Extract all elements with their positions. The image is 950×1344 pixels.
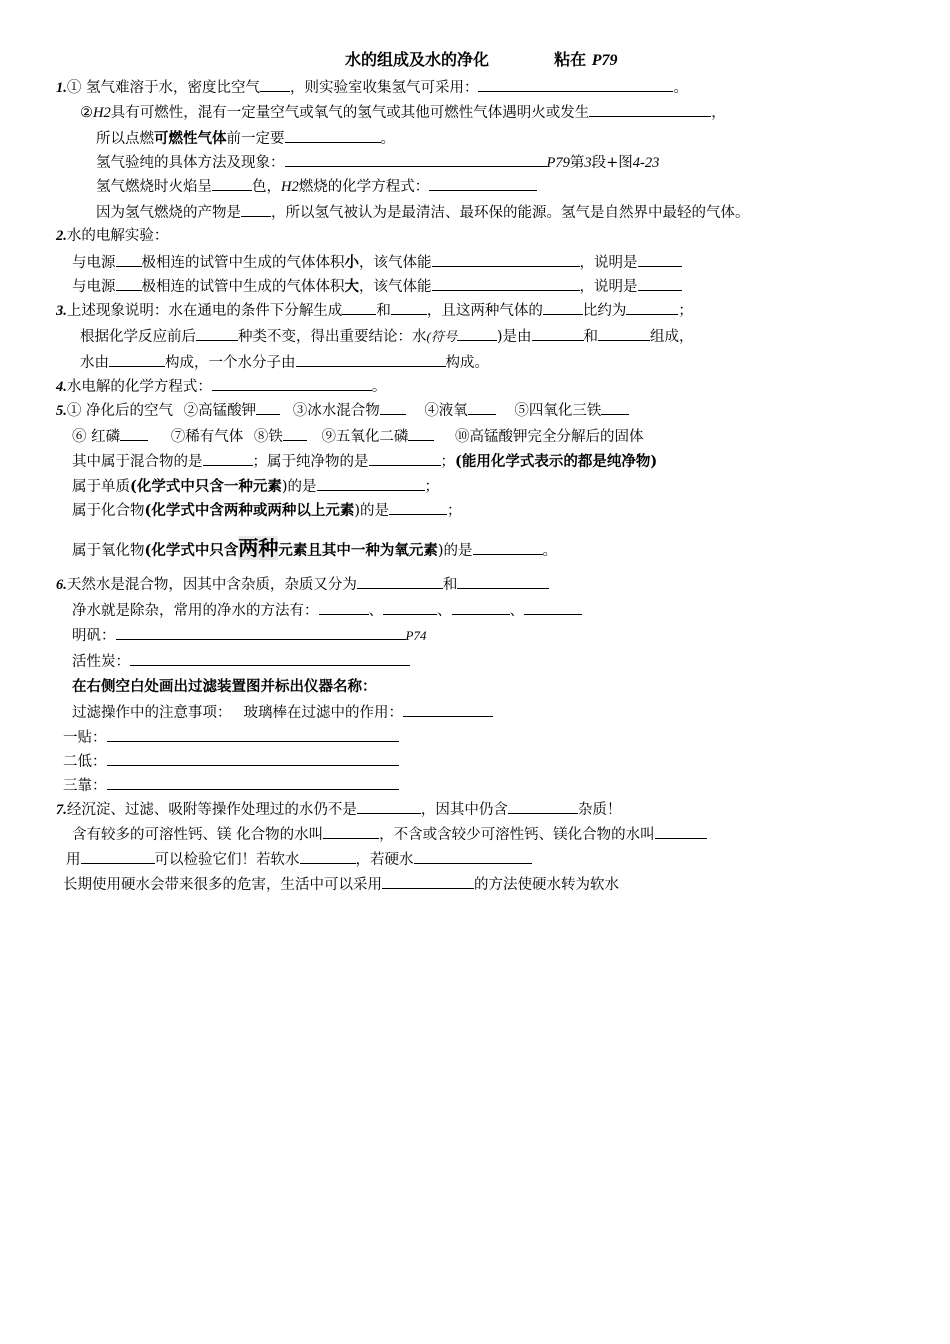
q1-text: 因为氢气燃烧的产物是: [96, 205, 241, 221]
blank[interactable]: [212, 376, 372, 391]
separator: 、: [368, 603, 383, 619]
q5-text: 属于单质: [72, 479, 130, 495]
q5-items-row-1: [56, 400, 629, 421]
q7-line-2: [72, 824, 707, 845]
q5-hint: (化学式中只含: [144, 542, 239, 559]
q3-text: 和: [583, 329, 599, 345]
q7-text: ，不含或含较少可溶性钙、镁化合物的水叫: [379, 827, 655, 843]
q6-text: 和: [442, 577, 458, 593]
q3-line-3: [80, 352, 489, 373]
q7-text: 可以检验它们！若软水: [154, 852, 300, 868]
q6-text: 玻璃棒在过滤中的作用：: [243, 705, 403, 721]
blank[interactable]: [432, 276, 580, 291]
q6-line-1: [56, 574, 549, 595]
q6-text: 三靠：: [63, 778, 107, 794]
blank[interactable]: [357, 574, 443, 589]
blank[interactable]: [391, 300, 427, 315]
q6-line-2: [72, 600, 582, 621]
q7-text: ，若硬水: [355, 852, 414, 868]
q3-number: 3.: [56, 303, 67, 319]
q3-text: 根据化学反应前后: [80, 329, 196, 345]
blank[interactable]: [342, 300, 376, 315]
blank[interactable]: [601, 400, 629, 415]
q6-text: 二低：: [63, 754, 107, 770]
q1-text: ，: [711, 105, 726, 121]
blank[interactable]: [107, 727, 399, 742]
blank[interactable]: [403, 702, 493, 717]
q5-items-row-2: [72, 426, 644, 447]
q2-title: [56, 226, 168, 246]
q2-number: 2.: [56, 228, 67, 244]
q7-line-4: [63, 874, 619, 895]
q1-number: 1.: [56, 80, 67, 96]
blank[interactable]: [478, 77, 673, 92]
q3-text: 构成。: [445, 355, 489, 371]
q6-text: 净水就是除杂，常用的净水的方法有：: [72, 603, 319, 619]
q7-text: 含有较多的可溶性钙、镁 化合物的水叫: [72, 827, 324, 843]
q6-line-6: [72, 702, 493, 723]
q5-text: )的是: [437, 543, 473, 559]
blank[interactable]: [323, 824, 379, 839]
q3-text: 构成，一个水分子由: [165, 355, 296, 371]
blank[interactable]: [598, 326, 650, 341]
blank[interactable]: [508, 799, 578, 814]
q5-number: 5.: [56, 403, 67, 419]
q5-hint: (化学式中含两种或两种以上元素: [144, 502, 355, 519]
blank[interactable]: [256, 400, 280, 415]
blank[interactable]: [429, 176, 537, 191]
q1-text: ②: [80, 105, 93, 121]
blank[interactable]: [116, 252, 142, 267]
q1-line-6: [96, 202, 750, 223]
blank[interactable]: [532, 326, 584, 341]
q6-line-5: [72, 677, 377, 697]
blank[interactable]: [285, 152, 547, 167]
q5-text: 。: [542, 543, 558, 559]
q5-item: ③冰水混合物: [292, 403, 380, 419]
blank[interactable]: [383, 600, 437, 615]
q5-item: ⑩高锰酸钾完全分解后的固体: [455, 429, 644, 445]
q5-oxide-line: [72, 538, 557, 561]
q5-text: ；: [447, 503, 462, 519]
q5-emphasis: 两种: [238, 536, 279, 560]
q6-line-3: [72, 625, 426, 646]
q5-item: ⑦稀有气体: [170, 429, 244, 445]
blank[interactable]: [452, 600, 510, 615]
q1-text: 。: [380, 131, 395, 147]
q6-sankao: [63, 775, 399, 796]
q7-text: 的方法使硬水转为软水: [474, 877, 619, 893]
q7-text: 经沉淀、过滤、吸附等操作处理过的水仍不是: [66, 802, 357, 818]
blank[interactable]: [414, 849, 532, 864]
q5-item: ① 净化后的空气: [66, 403, 173, 419]
q1-text: 燃烧的化学方程式：: [298, 179, 430, 195]
formula-h2: H2: [93, 105, 111, 121]
q1-text: ，所以氢气被认为是最清洁、最环保的能源。氢气是自然界中最轻的气体。: [271, 205, 750, 221]
q5-text: 其中属于混合物的是: [72, 454, 203, 470]
q1-text: 色，: [252, 179, 281, 195]
blank[interactable]: [283, 426, 307, 441]
q5-hint: 元素且其中一种为氧元素: [278, 542, 438, 559]
q4-text: 。: [371, 379, 387, 395]
blank[interactable]: [468, 400, 496, 415]
blank[interactable]: [524, 600, 582, 615]
q2-bold-text: 小: [344, 254, 359, 271]
q2-line-1: [72, 252, 682, 273]
q2-text: ，该气体能: [359, 279, 432, 295]
blank[interactable]: [116, 276, 142, 291]
separator: 、: [437, 603, 452, 619]
q3-text: ，且这两种气体的: [426, 303, 543, 319]
q5-text: ；属于纯净物的是: [252, 454, 369, 470]
q5-text: )的是: [354, 503, 390, 519]
q3-text: ；: [678, 303, 693, 319]
q1-bold-text: 可燃性气体: [154, 130, 227, 147]
q7-text: 用: [66, 852, 81, 868]
q6-text: 天然水是混合物，因其中含杂质，杂质又分为: [66, 577, 357, 593]
blank[interactable]: [357, 799, 421, 814]
q3-text: (符号: [426, 329, 457, 344]
q3-text: 种类不变，得出重要结论：水: [238, 329, 427, 345]
q3-text: 组成，: [650, 329, 694, 345]
q5-text: ；: [440, 454, 455, 470]
formula-h2: H2: [281, 179, 299, 195]
blank[interactable]: [655, 824, 707, 839]
q3-line-1: [56, 300, 693, 321]
title-main: 水的组成及水的净化: [345, 50, 490, 69]
q3-text: 和: [376, 303, 391, 319]
title-page-ref: P79: [591, 52, 618, 69]
blank[interactable]: [457, 326, 497, 341]
q5-text: 属于化合物: [72, 503, 145, 519]
blank[interactable]: [300, 849, 356, 864]
q5-text: ；: [424, 479, 440, 495]
q6-text: 明矾：: [72, 628, 116, 644]
blank[interactable]: [241, 202, 271, 217]
q7-text: 长期使用硬水会带来很多的危害，生活中可以采用: [63, 877, 382, 893]
q5-text: )的是: [281, 479, 317, 495]
q4-text: 水电解的化学方程式：: [66, 379, 212, 395]
q1-text: 第: [569, 155, 585, 171]
q7-line-1: [56, 799, 621, 820]
q1-text: 氢气验纯的具体方法及现象：: [96, 155, 285, 171]
blank[interactable]: [543, 300, 583, 315]
q6-text: 活性炭：: [72, 654, 130, 670]
q1-line-4: [96, 152, 659, 173]
q7-text: 杂质！: [577, 802, 622, 818]
q2-text: 水的电解实验：: [66, 228, 169, 244]
separator: 、: [509, 603, 524, 619]
q6-line-4: [72, 651, 410, 672]
q5-hint: (能用化学式表示的都是纯净物): [455, 453, 658, 470]
q1-text: 3: [584, 155, 592, 171]
q1-text: 。: [673, 80, 688, 96]
q7-line-3: [66, 849, 532, 870]
q2-text: 极相连的试管中生成的气体体积: [141, 255, 345, 271]
q5-item: ②高锰酸钾: [183, 403, 257, 419]
blank[interactable]: [638, 276, 682, 291]
blank[interactable]: [638, 252, 682, 267]
q5-item: ④液氧: [424, 403, 468, 419]
blank[interactable]: [203, 451, 253, 466]
q6-erdi: [63, 751, 399, 772]
blank[interactable]: [81, 849, 155, 864]
q5-item: ⑧铁: [253, 429, 283, 445]
q2-text: 与电源: [72, 255, 116, 271]
page-title: [345, 50, 618, 71]
q1-text: ① 氢气难溶于水，密度比空气: [66, 80, 260, 96]
blank[interactable]: [107, 775, 399, 790]
q1-line-5: [96, 176, 537, 197]
q6-text: 一贴：: [63, 730, 107, 746]
q5-hint: (化学式中只含一种元素: [130, 478, 282, 495]
q1-text: ，则实验室收集氢气可采用：: [289, 80, 479, 96]
q2-text: 极相连的试管中生成的气体体积: [141, 279, 345, 295]
q7-number: 7.: [56, 802, 67, 818]
q1-text: 所以点燃: [96, 131, 154, 147]
blank[interactable]: [260, 77, 290, 92]
q3-text: 上述现象说明：水在通电的条件下分解生成: [66, 303, 343, 319]
q1-text: 段+图: [591, 155, 633, 171]
blank[interactable]: [589, 102, 711, 117]
q6-number: 6.: [56, 577, 67, 593]
figure-ref: 4-23: [632, 155, 660, 171]
q3-text: )是由: [496, 329, 532, 345]
blank[interactable]: [212, 176, 252, 191]
blank[interactable]: [196, 326, 238, 341]
blank[interactable]: [296, 352, 446, 367]
blank[interactable]: [473, 540, 543, 555]
blank[interactable]: [626, 300, 678, 315]
q4-number: 4.: [56, 379, 67, 395]
q2-text: 与电源: [72, 279, 116, 295]
q1-line-2: [80, 102, 726, 123]
blank[interactable]: [107, 751, 399, 766]
q1-text: 前一定要: [226, 131, 285, 147]
blank[interactable]: [285, 128, 381, 143]
q2-text: ，说明是: [579, 279, 638, 295]
q7-text: ，因其中仍含: [420, 802, 508, 818]
blank[interactable]: [382, 874, 474, 889]
q2-text: ，说明是: [579, 255, 638, 271]
q5-text: 属于氧化物: [72, 543, 145, 559]
q5-item: ⑨五氧化二磷: [321, 429, 409, 445]
blank[interactable]: [130, 651, 410, 666]
q1-text: 氢气燃烧时火焰呈: [96, 179, 212, 195]
blank[interactable]: [380, 400, 406, 415]
q4-line: [56, 376, 386, 397]
q3-text: 比约为: [582, 303, 627, 319]
q3-line-2: [80, 326, 694, 347]
blank[interactable]: [116, 625, 406, 640]
blank[interactable]: [457, 574, 549, 589]
q6-instruction: 在右侧空白处画出过滤装置图并标出仪器名称：: [72, 678, 377, 695]
page-ref: P74: [405, 628, 427, 643]
q1-text: 具有可燃性，混有一定量空气或氧气的氢气或其他可燃性气体遇明火或发生: [110, 105, 590, 121]
title-paste: 粘在: [554, 50, 587, 69]
q2-line-2: [72, 276, 682, 297]
q5-compound-line: [72, 500, 462, 521]
q5-element-line: [72, 476, 439, 497]
q2-bold-text: 大: [344, 278, 359, 295]
q2-text: ，该气体能: [359, 255, 432, 271]
blank[interactable]: [432, 252, 580, 267]
blank[interactable]: [389, 500, 447, 515]
page-ref: P79: [546, 155, 570, 171]
q5-item: ⑤四氧化三铁: [514, 403, 602, 419]
blank[interactable]: [109, 352, 165, 367]
blank[interactable]: [319, 600, 369, 615]
q1-line-1: [56, 77, 688, 98]
q3-text: 水由: [80, 355, 109, 371]
q6-text: 过滤操作中的注意事项：: [72, 705, 232, 721]
q1-line-3: [96, 128, 395, 149]
q6-yitie: [63, 727, 399, 748]
q5-item: ⑥ 红磷: [72, 429, 121, 445]
blank[interactable]: [408, 426, 434, 441]
blank[interactable]: [120, 426, 148, 441]
blank[interactable]: [317, 476, 425, 491]
blank[interactable]: [369, 451, 441, 466]
q5-mixture-line: [72, 451, 657, 472]
